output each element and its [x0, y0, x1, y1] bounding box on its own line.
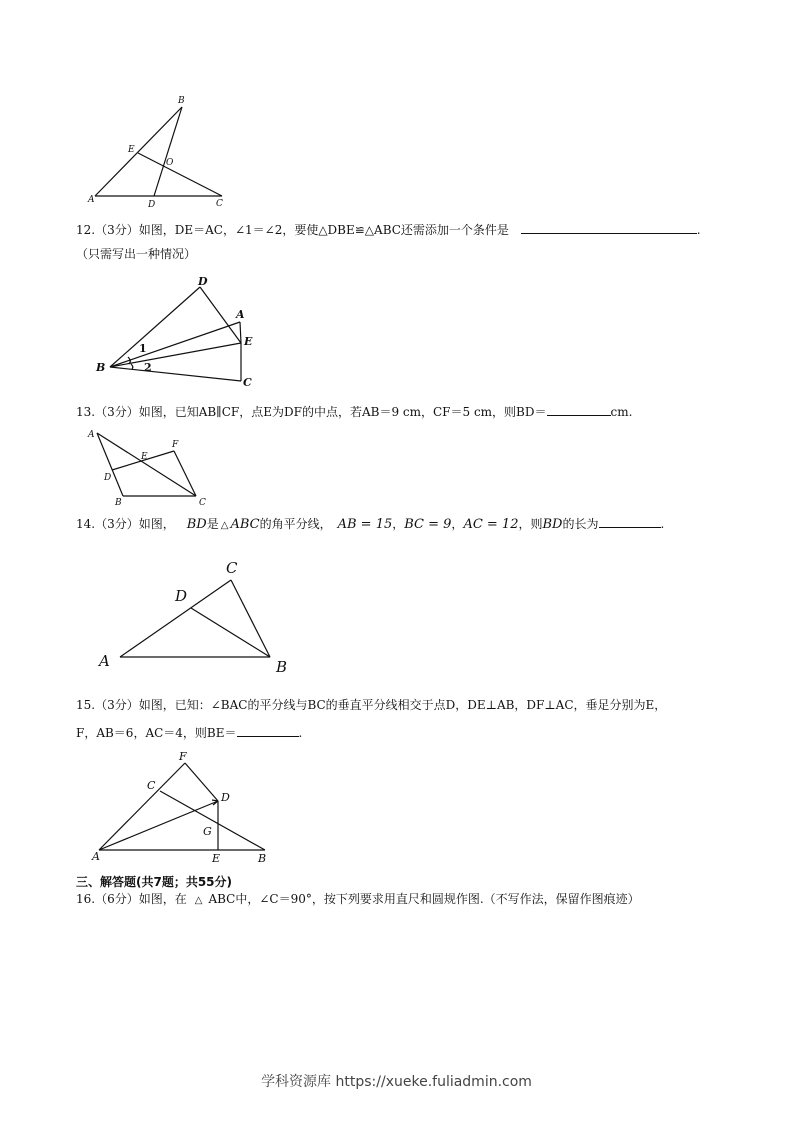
- question-16: [76, 891, 640, 909]
- label-d: D: [221, 791, 230, 804]
- label-e: E: [244, 335, 253, 348]
- question-12-text: 12.（3分）如图，DE＝AC，∠1＝∠2，要使△DBE≌△ABC还需添加一个条件是: [76, 223, 509, 237]
- label-angle-2: 2: [144, 361, 152, 374]
- question-15-text: F，AB＝6，AC＝4，则BE＝: [76, 726, 237, 740]
- label-b: B: [115, 498, 122, 508]
- label-c: C: [226, 559, 238, 577]
- math-ac-value: AC = 12: [463, 517, 519, 532]
- label-c: C: [243, 376, 252, 389]
- label-a: A: [92, 850, 100, 863]
- question-14-is: 是: [206, 517, 219, 531]
- question-12-line2: （只需写出一种情况）: [76, 247, 197, 261]
- question-16-text: ABC中，∠C＝90°，按下列要求用直尺和圆规作图.（不写作法，保留作图痕迹）: [208, 892, 640, 906]
- question-14-tail: 的长为: [562, 517, 599, 531]
- question-15-line1: 15.（3分）如图，已知：∠BAC的平分线与BC的垂直平分线相交于点D，DE⊥AB，DF⊥AC，垂足分别为E，: [76, 698, 667, 712]
- label-a: A: [236, 308, 245, 321]
- label-d: D: [198, 275, 208, 288]
- label-e: E: [141, 452, 148, 462]
- math-bd-2: BD: [542, 517, 563, 532]
- triangle-symbol: △: [220, 520, 229, 531]
- label-e: E: [212, 852, 221, 865]
- label-o: O: [166, 158, 174, 168]
- math-bc-value: BC = 9: [404, 517, 452, 532]
- math-ab-value: AB = 15: [337, 517, 393, 532]
- label-a: A: [88, 430, 95, 440]
- question-14-end: .: [660, 517, 665, 531]
- label-b: B: [276, 658, 288, 676]
- label-e: E: [128, 145, 135, 155]
- label-c: C: [199, 498, 206, 508]
- question-14-then: ，则: [518, 517, 543, 531]
- label-angle-1: 1: [139, 342, 147, 355]
- section-3-title: 三、解答题(共7题；共55分): [76, 875, 233, 889]
- footer-watermark: 学科资源库 https://xueke.fuliadmin.com: [261, 1074, 532, 1090]
- question-16-prefix: 16.（6分）如图，在: [76, 892, 187, 906]
- separator-1: ，: [392, 517, 405, 531]
- label-b: B: [96, 361, 106, 374]
- label-g: G: [203, 825, 212, 838]
- label-b: B: [178, 96, 185, 106]
- label-a: A: [99, 652, 110, 670]
- question-13-text: 13.（3分）如图，已知AB∥CF，点E为DF的中点，若AB＝9 cm，CF＝5 cm，则BD＝: [76, 405, 547, 419]
- segment-ad: [99, 801, 218, 850]
- label-d: D: [148, 200, 156, 210]
- math-abc: ABC: [230, 517, 260, 532]
- label-b: B: [258, 852, 267, 865]
- label-d: D: [104, 473, 112, 483]
- question-15-end: .: [298, 726, 303, 740]
- label-a: A: [88, 195, 95, 205]
- question-12-end: .: [696, 223, 701, 237]
- question-14-prefix: 14.（3分）如图，: [76, 517, 175, 531]
- label-d: D: [175, 587, 188, 605]
- segment-fd: [185, 763, 218, 801]
- triangle-symbol: △: [194, 895, 203, 906]
- question-13-unit: cm.: [610, 405, 633, 419]
- label-f: F: [172, 440, 179, 450]
- question-14-mid: 的角平分线，: [259, 517, 332, 531]
- separator-2: ，: [451, 517, 464, 531]
- label-f: F: [179, 750, 187, 763]
- math-bd: BD: [186, 517, 207, 532]
- segment-af: [99, 763, 185, 850]
- label-c: C: [216, 199, 223, 209]
- label-c: C: [147, 779, 156, 792]
